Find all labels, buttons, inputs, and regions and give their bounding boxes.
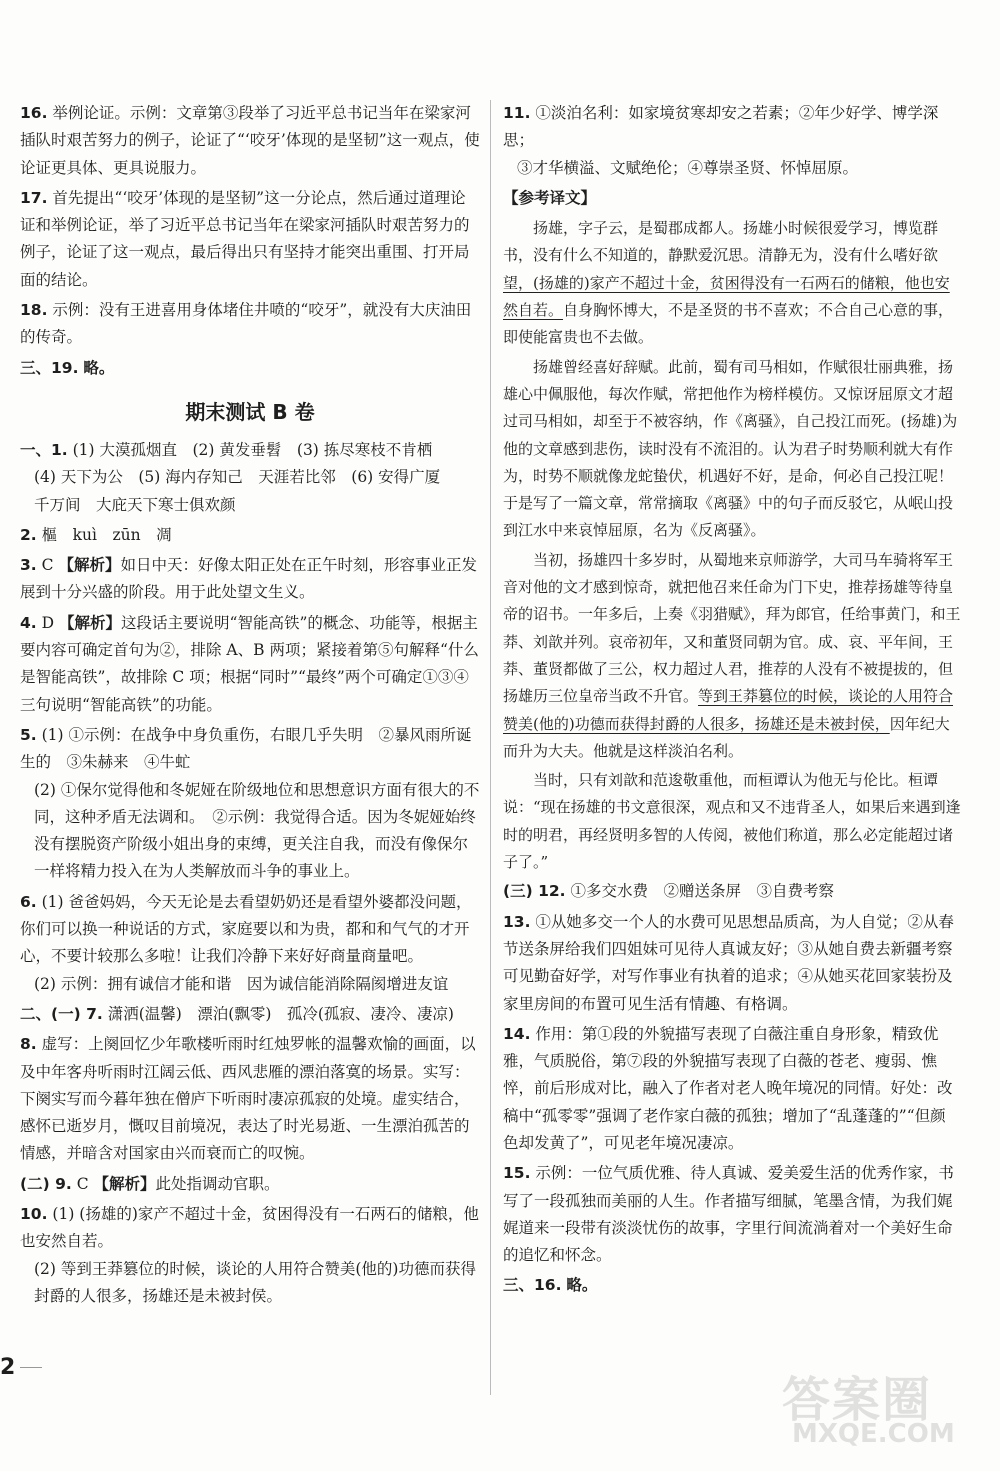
answer-18 — [20, 297, 480, 352]
analysis-tag: 【解析】 — [93, 1174, 156, 1193]
question-number: 三、16. — [503, 1276, 562, 1295]
question-number: 13. — [503, 912, 531, 931]
answer-text: 虚写：上阕回忆少年歌楼听雨时红烛罗帐的温馨欢愉的画面，以及中年客舟听雨时江阔云低、西风悲雁的漂泊落寞的场景。实写：下阕实写而今暮年独在僧庐下听雨时凄凉孤寂的处境。虚实结合，感怀已逝岁月，慨叹目前境况，表达了时光易逝、一生漂泊孤苦的情感，并暗含对国家由兴而衰而亡的叹惋。 — [20, 1035, 476, 1163]
underlined-translation: 等到王莽篡位的时候，谈论的人用符合赞美(他的)功德而获得封爵的人很多，扬雄还是未被封侯， — [503, 687, 954, 733]
answer-text: 略。 — [83, 358, 115, 377]
answer-line: ①淡泊名利：如家境贫寒却安之若素；②年少好学、博学深思； — [503, 104, 939, 150]
question-number: (三) 12. — [503, 882, 566, 901]
answer-choice: C — [76, 1174, 89, 1193]
answer-text: 示例：没有王进喜用身体堵住井喷的“咬牙”，就没有大庆油田的传奇。 — [20, 301, 472, 347]
reference-title: 【参考译文】 — [503, 188, 597, 207]
translation-text: 扬雄，字子云，是蜀郡成都人。扬雄小时候很爱学习，博览群书，没有什么不知道的，静默爱沉思。清静无为，没有什么嗜好欲 — [503, 219, 939, 265]
underlined-translation: 望，(扬雄的)家产不超过十金，贫困得没有一石两石的储粮，他也安然自若。 — [503, 273, 950, 320]
translation-text: 当初，扬雄四十多岁时，从蜀地来京师游学，大司马车骑将军王音对他的文才感到惊奇，就把他召来任命为门下史，推荐扬雄等待皇帝的诏书。一年多后，上奏《羽猎赋》，拜为郎官，任给事黄门，和王莽、刘歆并列。哀帝初年，又和董贤同朝为官。成、哀、平年间，王莽、董贤都做了三公，权力超过人君，推荐的人没有不被提拔的，但扬雄历三位皇帝当政不升官。 — [503, 550, 961, 706]
answer-19 — [20, 355, 480, 382]
watermark-logo — [782, 1361, 982, 1453]
answer-15 — [503, 1160, 961, 1269]
answer-4 — [20, 610, 480, 719]
answer-text: ①多交水费 ②赠送条屏 ③自费考察 — [570, 882, 834, 901]
answer-text: (2) ①保尔觉得他和冬妮娅在阶级地位和思想意识方面有很大的不同，这种矛盾无法调和。 ②示例：我觉得合适。因为冬妮娅始终没有摆脱资产阶级小姐出身的束缚，更关注自我，而没有像保尔一样将精力投入在为人类解放而斗争的事业上。 — [34, 780, 480, 881]
translation-text: 因年纪大而升为大夫。他就是这样淡泊名利。 — [503, 714, 950, 760]
answer-10 — [20, 1201, 480, 1310]
page-number: 2 — [0, 1355, 16, 1380]
answer-text: 作用：第①段的外貌描写表现了白薇注重自身形象，精致优雅，气质脱俗，第⑦段的外貌描写表现了白薇的苍老、瘦弱、憔悴，前后形成对比，融入了作者对老人晚年境况的同情。好处：改稿中“孤零零”强调了老作家白薇的孤独；增加了“乱蓬蓬的”“但颜色却发黄了”，可见老年境况凄凉。 — [503, 1024, 953, 1152]
question-number: 一、1. — [20, 440, 68, 459]
answer-14 — [503, 1021, 961, 1157]
analysis-tag: 【解析】 — [58, 556, 121, 575]
left-column — [20, 100, 480, 1313]
answer-7 — [20, 1001, 480, 1028]
answer-text: 这段话主要说明“智能高铁”的概念、功能等，根据主要内容可确定首句为②，排除 A、B 两项；紧接着第⑤句解释“什么是智能高铁”，故排除 C 项；根据“同时”“最终”两个可确定①③④三句说明“智能高铁”的功能。 — [20, 613, 479, 714]
translation-paragraph-3 — [503, 547, 961, 765]
answer-text: 举例论证。示例：文章第③段举了习近平总书记当年在梁家河插队时艰苦努力的例子，论证了“‘咬牙’体现的是坚韧”这一观点，使论证更具体、更具说服力。 — [20, 104, 480, 177]
question-number: (二) 9. — [20, 1174, 72, 1193]
section-title: 期末测试 B 卷 — [185, 399, 315, 424]
answer-text: ①从她多交一个人的水费可见思想品质高，为人自觉；②从春节送条屏给我们四姐妹可见待人真诚友好；③从她自费去新疆考察可见勤奋好学，对写作事业有执着的追求；④从她买花回家装扮及家里房间的布置可见生活有情趣、有格调。 — [503, 912, 954, 1013]
answer-12 — [503, 878, 961, 905]
answer-3 — [20, 552, 480, 607]
reference-translation-heading — [503, 185, 961, 212]
answer-text: (1) (扬雄的)家产不超过十金，贫困得没有一石两石的储粮，他也安然自若。 — [20, 1204, 479, 1251]
question-number: 2. — [20, 525, 37, 544]
answer-17 — [20, 185, 480, 294]
question-number: 16. — [20, 104, 48, 122]
question-number: 11. — [503, 104, 531, 122]
question-number: 4. — [20, 613, 37, 632]
answer-line: (1) 大漠孤烟直 (2) 黄发垂髫 (3) 拣尽寒枝不肯栖 — [72, 440, 433, 459]
watermark-url: MXQE.COM — [792, 1419, 955, 1449]
answer-text: 此处指调动官职。 — [155, 1174, 280, 1193]
answer-text: (2) 示例：拥有诚信才能和谐 因为诚信能消除隔阂增进友谊 — [34, 974, 449, 993]
question-number: 17. — [20, 188, 48, 207]
question-number: 5. — [20, 725, 37, 744]
column-divider — [490, 100, 491, 1395]
translation-text: 自身胸怀博大，不是圣贤的书不喜欢；不合自己心意的事，即使能富贵也不去做。 — [503, 301, 954, 347]
analysis-tag: 【解析】 — [59, 613, 122, 632]
answer-9 — [20, 1171, 480, 1198]
question-number: 二、(一) 7. — [20, 1004, 103, 1023]
answer-8 — [20, 1031, 480, 1167]
page-number-rule — [20, 1367, 42, 1368]
answer-6 — [20, 889, 480, 998]
answer-line: (4) 天下为公 (5) 海内存知己 天涯若比邻 (6) 安得广厦 — [34, 468, 441, 487]
answer-5 — [20, 722, 480, 886]
translation-paragraph-4: 当时，只有刘歆和范逡敬重他，而桓谭认为他无与伦比。桓谭说：“现在扬雄的书文意很深，观点和又不违背圣人，如果后来遇到逢时的明君，再经贤明多智的人传阅，被他们称道，那么必定能超过诸子了。” — [503, 771, 961, 872]
answer-choice: D — [41, 613, 55, 632]
answer-text: 如日中天：好像太阳正处在正午时刻，形容事业正发展到十分兴盛的阶段。用于此处望文生义。 — [20, 556, 477, 602]
answer-1 — [20, 437, 480, 519]
answer-text: 首先提出“‘咬牙’体现的是坚韧”这一分论点，然后通过道理论证和举例论证，举了习近平总书记当年在梁家河插队时艰苦努力的例子，论证了这一观点，最后得出只有坚持才能突出重围、打开局面的结论。 — [20, 188, 470, 289]
translation-paragraph-2: 扬雄曾经喜好辞赋。此前，蜀有司马相如，作赋很壮丽典雅，扬雄心中佩服他，每次作赋，常把他作为榜样模仿。又惊讶屈原文才超过司马相如，却至于不被容纳，作《离骚》，自己投江而死。(扬雄)为他的文章感到悲伤，读时没有不流泪的。认为君子时势顺利就大有作为，时势不顺就像龙蛇蛰伏，机遇好不好，是命，何必自己投江呢！于是写了一篇文章，常常摘取《离骚》中的句子而反驳它，从岷山投到江水中来哀悼屈原，名为《反离骚》。 — [503, 357, 958, 540]
answer-text: (2) 等到王莽篡位的时候，谈论的人用符合赞美(他的)功德而获得封爵的人很多，扬雄还是未被封侯。 — [34, 1259, 476, 1305]
right-column — [503, 100, 961, 1303]
answer-line: 千万间 大庇天下寒士俱欢颜 — [34, 495, 236, 514]
watermark-chars: 答案圈 — [782, 1372, 933, 1428]
answer-choice: C — [41, 556, 54, 575]
answer-text: (1) 爸爸妈妈，今天无论是去看望奶奶还是看望外婆都没问题，你们可以换一种说话的方式，家庭要以和为贵，都和和气气的才开心，不要计较那么多啦！让我们冷静下来好好商量商量吧。 — [20, 892, 472, 966]
question-number: 三、19. — [20, 358, 79, 377]
answer-16 — [20, 100, 480, 182]
question-number: 8. — [20, 1035, 37, 1054]
answer-text: 樞 kuì zūn 凋 — [41, 525, 172, 544]
answer-2 — [20, 522, 480, 549]
question-number: 15. — [503, 1164, 531, 1183]
answer-11 — [503, 100, 961, 182]
question-number: 14. — [503, 1024, 531, 1043]
question-number: 6. — [20, 892, 37, 911]
answer-16-b — [503, 1272, 961, 1299]
answer-text: (1) ①示例：在战争中身负重伤，右眼几乎失明 ②暴风雨所诞生的 ③朱赫来 ④牛虻 — [20, 725, 472, 772]
answer-13 — [503, 909, 961, 1018]
question-number: 10. — [20, 1204, 48, 1223]
answer-line: ③才华横溢、文赋绝伦；④尊崇圣贤、怀悼屈原。 — [517, 158, 859, 177]
question-number: 3. — [20, 556, 37, 575]
answer-text: 略。 — [566, 1276, 598, 1295]
question-number: 18. — [20, 301, 48, 320]
translation-paragraph-1 — [503, 215, 961, 351]
answer-text: 示例：一位气质优雅、待人真诚、爱美爱生活的优秀作家，书写了一段孤独而美丽的人生。作者描写细腻，笔墨含情，为我们娓娓道来一段带有淡淡忧伤的故事，字里行间流淌着对一个美好生命的追忆和怀念。 — [503, 1164, 954, 1265]
answer-text: 潇洒(温馨) 漂泊(飘零) 孤冷(孤寂、凄冷、凄凉) — [107, 1004, 454, 1023]
